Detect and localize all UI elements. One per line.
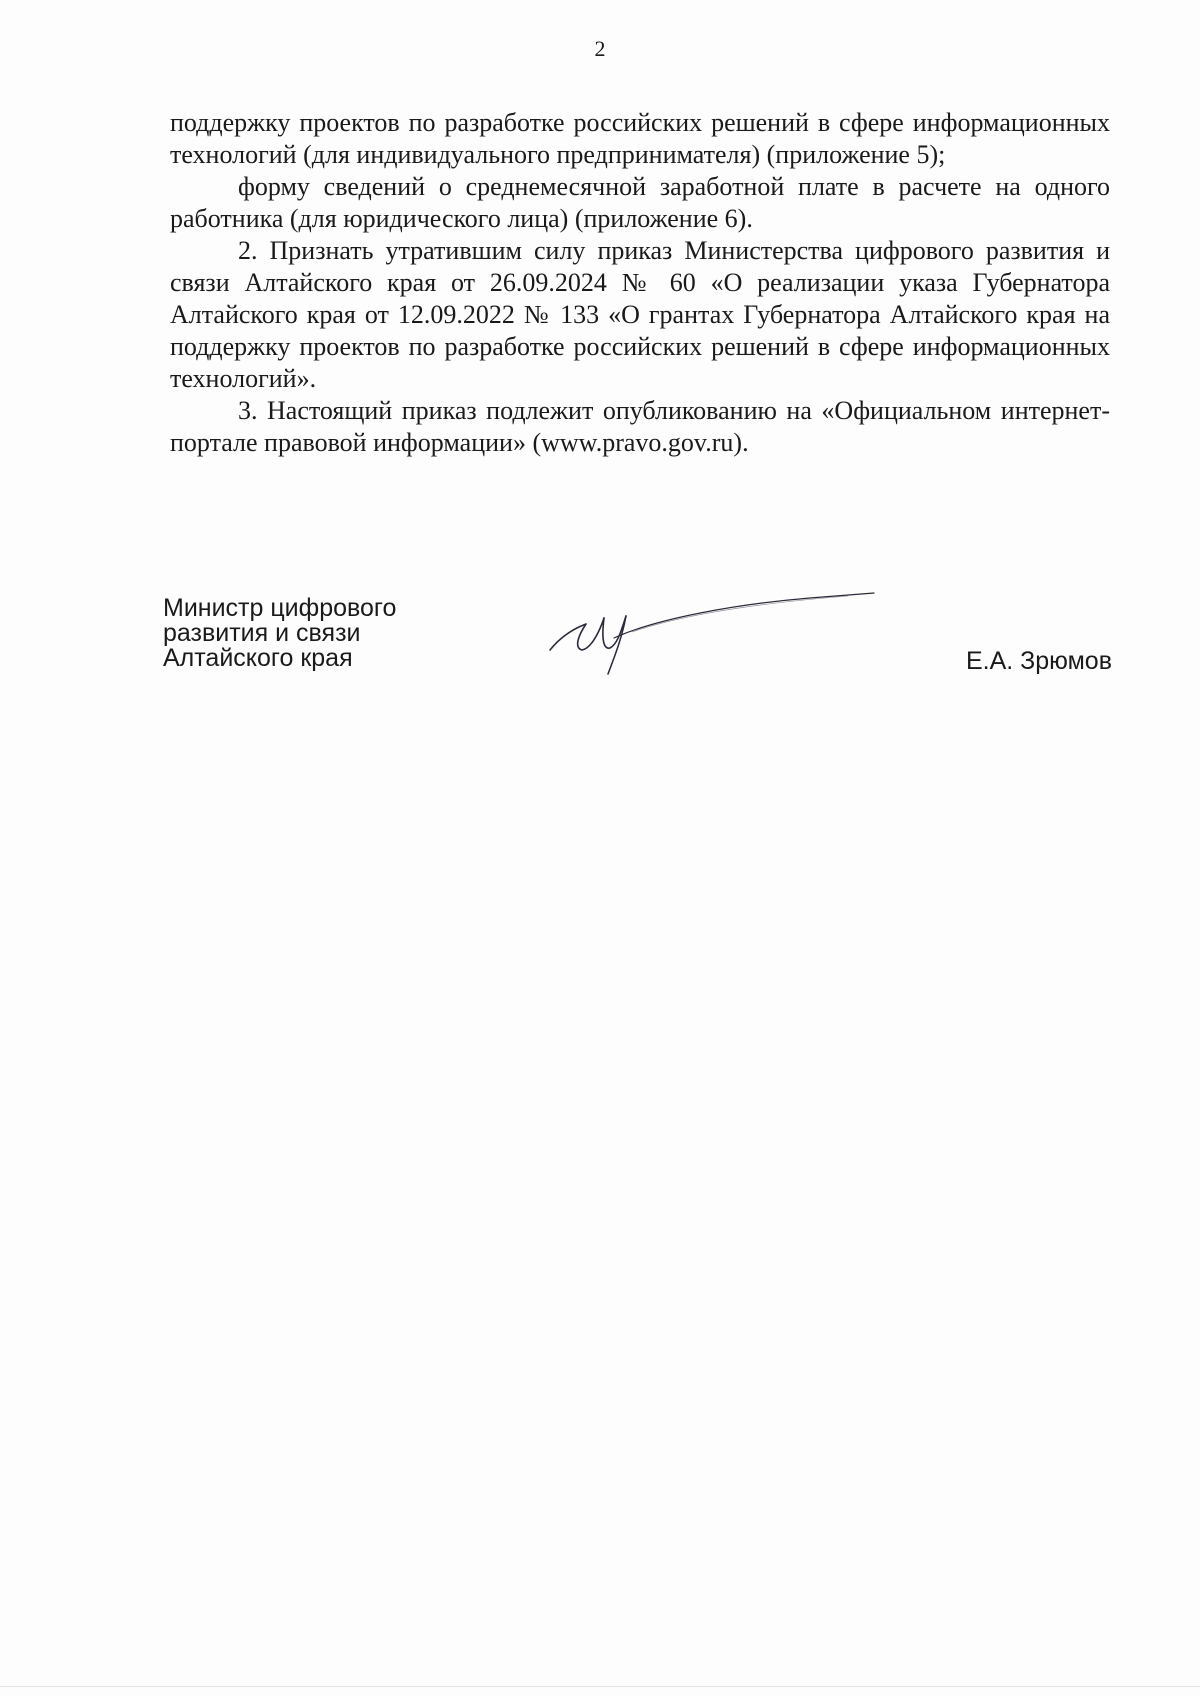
paragraph-item-2: 2. Признать утратившим силу приказ Министерства цифрового развития и связи Алтайского края от 26.09.2024 № 60 «О реализации указа Губернатора Алтайского края от 12.09.2022 № 133 «О грантах Губернатора Алтайского края на поддержку проектов по разработке российских решений в сфере информационных технологий». — [170, 236, 1110, 393]
page-edge-line — [0, 1686, 1200, 1687]
signer-title-line: Министр цифрового — [163, 594, 397, 622]
signer-title — [163, 596, 463, 671]
paragraph-appendix-6: форму сведений о среднемесячной заработной плате в расчете на одного работника (для юридического лица) (приложение 6). — [170, 172, 1110, 233]
signer-name: Е.А. Зрюмов — [965, 647, 1112, 675]
handwritten-signature-icon — [548, 588, 878, 678]
page-number: 2 — [594, 36, 606, 61]
signer-title-line: развития и связи — [163, 619, 361, 647]
signer-title-line: Алтайского края — [163, 644, 353, 672]
paragraph-item-3: 3. Настоящий приказ подлежит опубликованию на «Официальном интернет-портале правовой информации» (www.pravo.gov.ru). — [170, 396, 1110, 457]
signature-block — [0, 0, 1200, 700]
paragraph-continuation: поддержку проектов по разработке российских решений в сфере информационных технологий (для индивидуального предпринимателя) (приложение 5); — [170, 108, 1110, 169]
